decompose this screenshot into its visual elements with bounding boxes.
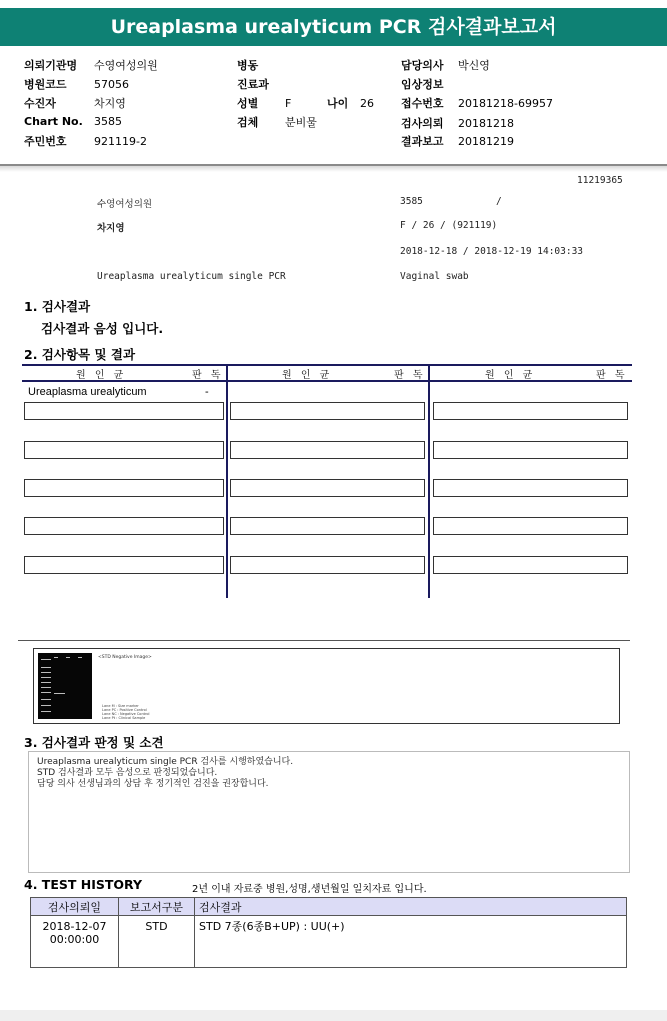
mono-sex-age: F / 26 / (921119): [400, 220, 498, 231]
empty-result-cell: [24, 479, 224, 497]
report-title: Ureaplasma urealyticum PCR 검사결과보고서: [0, 8, 667, 46]
empty-result-cell: [24, 517, 224, 535]
history-col-type: 보고서구분: [119, 898, 195, 916]
opinion-line: STD 검사결과 모두 음성으로 판정되었습니다.: [37, 768, 218, 778]
empty-result-cell: [433, 479, 628, 497]
mono-specimen: Vaginal swab: [400, 271, 469, 282]
header-label: 접수번호: [401, 97, 444, 110]
header-value: 분비물: [285, 116, 317, 129]
column-header-pathogen: 원 인 균: [485, 370, 536, 381]
column-header-result: 판 독: [596, 370, 628, 381]
header-value: 차지영: [94, 97, 126, 110]
page-footer: [0, 1010, 667, 1021]
opinion-line: 담당 의사 선생님과의 상담 후 정기적인 검진을 권장합니다.: [37, 779, 269, 789]
header-label: 담당의사: [401, 59, 444, 72]
header-row: [24, 115, 122, 128]
header-value: F: [285, 97, 292, 110]
header-label: 주민번호: [24, 135, 67, 148]
header-row: [237, 95, 374, 111]
grid-divider: [226, 364, 228, 598]
header-value: 921119-2: [94, 135, 147, 148]
history-result: STD 7종(6종B+UP) : UU(+): [195, 916, 627, 968]
header-label: 의뢰기관명: [24, 59, 78, 72]
header-value: 수영여성의원: [94, 59, 158, 72]
gel-legend: [102, 704, 150, 720]
section-title: 1. 검사결과: [24, 299, 91, 314]
header-value: 박신영: [458, 59, 490, 72]
mono-slash: /: [496, 196, 502, 207]
section-divider: [18, 640, 630, 641]
gel-image-frame: [33, 648, 620, 724]
header-label: 임상정보: [401, 78, 444, 91]
header-row: [237, 57, 285, 73]
header-label: 병원코드: [24, 78, 67, 91]
history-table: [30, 897, 627, 968]
header-value: 26: [360, 97, 374, 110]
history-type: STD: [119, 916, 195, 968]
section-title: 2. 검사항목 및 결과: [24, 347, 136, 362]
empty-result-cell: [230, 441, 425, 459]
header-row: [401, 95, 553, 111]
header-label: 검체: [237, 116, 259, 129]
gel-legend-item: Lane NC : Negative Control: [102, 712, 150, 716]
header-value: 20181218-69957: [458, 97, 553, 110]
gel-legend-item: Lane M : Size marker: [102, 704, 139, 708]
empty-result-cell: [230, 556, 425, 574]
header-row: [24, 95, 126, 111]
empty-result-cell: [433, 402, 628, 420]
header-shadow: [0, 166, 667, 172]
empty-result-cell: [230, 479, 425, 497]
empty-result-cell: [24, 441, 224, 459]
header-label: 검사의뢰: [401, 117, 444, 130]
column-header-result: 판 독: [394, 370, 426, 381]
column-header-pathogen: 원 인 균: [76, 370, 127, 381]
mono-test-name: Ureaplasma urealyticum single PCR: [97, 271, 286, 282]
result-summary: 검사결과 음성 입니다.: [41, 321, 164, 336]
header-row: [24, 133, 147, 149]
history-col-date: 검사의뢰일: [31, 898, 119, 916]
history-note: 2년 이내 자료중 병원,성명,생년월일 일치자료 입니다.: [192, 884, 427, 895]
header-label: 결과보고: [401, 135, 444, 148]
gel-legend-item: Lane PC : Positive Control: [102, 708, 147, 712]
empty-result-cell: [24, 556, 224, 574]
section-title: 3. 검사결과 판정 및 소견: [24, 735, 164, 750]
header-label: 진료과: [237, 78, 269, 91]
header-row: [401, 76, 458, 92]
header-row: [24, 57, 158, 73]
header-value: 3585: [94, 115, 122, 128]
gel-legend-item: Lane Pt : Clinical Sample: [102, 716, 146, 720]
header-label: 수진자: [24, 97, 56, 110]
header-row: [24, 76, 129, 92]
history-header-row: [31, 898, 627, 916]
header-row: [401, 57, 490, 73]
header-row: [401, 115, 514, 131]
gel-electrophoresis-image: [38, 653, 92, 719]
header-row: [401, 133, 514, 149]
header-value: 20181219: [458, 135, 514, 148]
pathogen-name: Ureaplasma urealyticum: [28, 386, 147, 398]
gel-caption: <STD Negative Image>: [98, 655, 152, 660]
opinion-box: [28, 751, 630, 873]
column-header-pathogen: 원 인 균: [282, 370, 333, 381]
header-value: 57056: [94, 78, 129, 91]
header-label: 성별: [237, 97, 259, 110]
grid-divider: [428, 364, 430, 598]
pathogen-result: -: [205, 386, 209, 398]
mono-chart: 3585: [400, 196, 423, 207]
empty-result-cell: [433, 517, 628, 535]
header-row: [237, 114, 317, 130]
report-code: 11219365: [577, 175, 623, 186]
empty-result-cell: [433, 556, 628, 574]
header-label: 나이: [327, 97, 349, 110]
history-date-day: 2018-12-07: [42, 920, 107, 933]
mono-hospital: 수영여성의원: [97, 199, 153, 210]
opinion-line: Ureaplasma urealyticum single PCR 검사를 시행하였습니다.: [37, 757, 294, 767]
empty-result-cell: [230, 517, 425, 535]
mono-patient: 차지영: [97, 223, 125, 234]
history-date: [31, 916, 119, 968]
history-col-result: 검사결과: [195, 898, 627, 916]
header-label: 병동: [237, 59, 259, 72]
header-row: [237, 76, 285, 92]
header-value: 20181218: [458, 117, 514, 130]
section-title: 4. TEST HISTORY: [24, 877, 143, 892]
mono-dates: 2018-12-18 / 2018-12-19 14:03:33: [400, 246, 584, 257]
table-row: [31, 916, 627, 968]
empty-result-cell: [433, 441, 628, 459]
empty-result-cell: [24, 402, 224, 420]
header-label: Chart No.: [24, 115, 83, 128]
history-date-time: 00:00:00: [49, 933, 100, 946]
empty-result-cell: [230, 402, 425, 420]
column-header-result: 판 독: [192, 370, 224, 381]
